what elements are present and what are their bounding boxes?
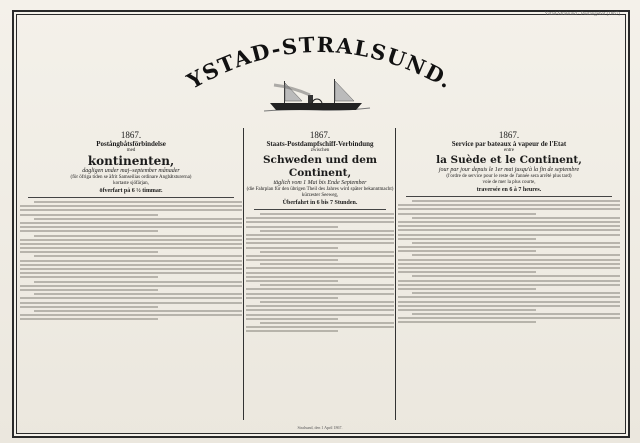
column-connector: entre — [504, 148, 514, 153]
column-connector: zwischen — [310, 148, 330, 153]
column-schedule: täglich vom 1 Mai bis Ende September — [273, 180, 367, 186]
column-heading: Service par bateaux à vapeur de l'Etat — [451, 140, 567, 148]
column-body-text — [398, 200, 620, 323]
column-schedule: dagligen under maj–september månader — [82, 168, 180, 174]
poster-footer: Stralsund, den 1 April 1867. — [297, 425, 343, 430]
column-crossing: öfverfart på 6 ½ timmar. — [99, 188, 163, 194]
title-text: YSTAD-STRALSUND. — [182, 31, 458, 94]
column-divider-2 — [395, 128, 396, 420]
column-year: 1867. — [309, 130, 331, 140]
column-note: (die Fahrplan für den übrigen Theil des Jahres wird später bekanntmacht) — [246, 187, 394, 192]
column-crossing: Überfahrt in 6 bis 7 Stunden. — [282, 200, 358, 206]
column-destination: la Suède et le Continent, — [436, 154, 582, 166]
column-divider-1 — [243, 128, 244, 420]
column-rule — [406, 196, 612, 197]
top-note: Ystad-Stralsund · Postangebot (1867) — [544, 12, 620, 17]
steamship-illustration — [262, 73, 372, 119]
column-note: (för öfriga tiden se äfrit Samseilias ordinare Angbåtsturerna) — [70, 175, 192, 180]
column-body-text — [20, 201, 242, 320]
column-heading: Postångbåtsförbindelse — [96, 140, 166, 148]
column-time-label: kortaste sjöfärjan, — [113, 181, 149, 186]
column-heading: Staats-Postdampfschiff-Verbindung — [266, 140, 374, 148]
column-year: 1867. — [120, 130, 142, 140]
column-german — [246, 130, 394, 420]
column-crossing: traversée en 6 à 7 heures. — [476, 187, 542, 193]
column-french — [398, 130, 620, 420]
column-connector: med — [126, 148, 136, 153]
column-rule — [254, 209, 386, 210]
column-destination: Schweden und dem Continent, — [262, 154, 378, 179]
column-destination: kontinenten, — [87, 154, 175, 168]
column-swedish — [20, 130, 242, 420]
column-year: 1867. — [498, 130, 520, 140]
column-schedule: jour par jour depuis le 1er mai jusqu'à la fin de septembre — [438, 167, 580, 173]
column-time-label: kürzester Seeweg, — [301, 193, 339, 198]
column-time-label: voie de mer la plus courte, — [482, 180, 536, 185]
column-rule — [28, 197, 234, 198]
column-note: (l'ordre de service pour le reste de l'année sera arrêté plus tard) — [446, 174, 572, 179]
column-body-text — [246, 213, 394, 332]
